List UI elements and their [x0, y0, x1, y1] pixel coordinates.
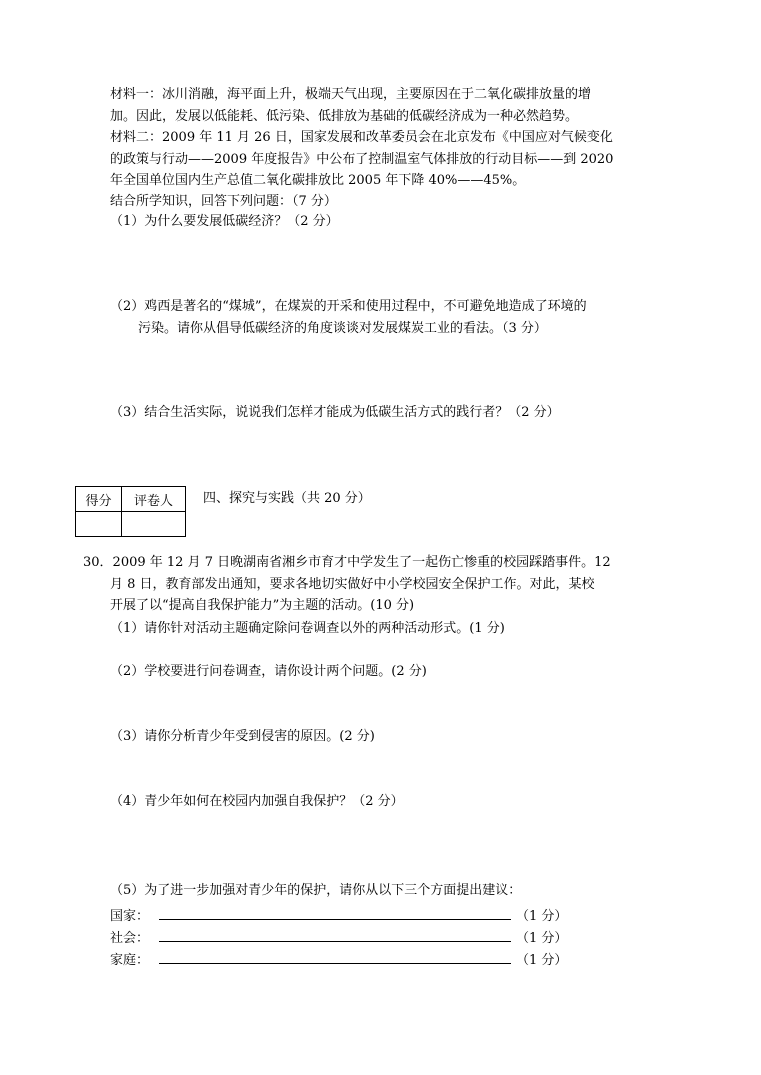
score-label: 得分	[76, 487, 122, 512]
blank-label: 家庭：	[110, 953, 150, 968]
material-one-line-1: 材料一：冰川消融，海平面上升，极端天气出现，主要原因在于二氧化碳排放量的增	[110, 87, 592, 102]
section-four-title: 四、探究与实践（共 20 分）	[203, 491, 371, 506]
q29-part-3: （3）结合生活实际，说说我们怎样才能成为低碳生活方式的践行者？（2 分）	[110, 405, 560, 420]
material-one-line-2: 加。因此，发展以低能耗、低污染、低排放为基础的低碳经济成为一种必然趋势。	[110, 109, 579, 124]
q29-part-2-line-1: （2）鸡西是著名的“煤城”，在煤炭的开采和使用过程中，不可避免地造成了环境的	[110, 299, 587, 314]
q30-part-1: （1）请你针对活动主题确定除问卷调查以外的两种活动形式。(1 分)	[110, 621, 505, 636]
material-two-line-1: 材料二：2009 年 11 月 26 日，国家发展和改革委员会在北京发布《中国应对气候变化	[110, 130, 613, 145]
q30-part-2: （2）学校要进行问卷调查，请你设计两个问题。(2 分)	[110, 664, 427, 679]
blank-label: 国家：	[110, 909, 150, 924]
grader-field[interactable]	[122, 512, 186, 537]
q30-part-5: （5）为了进一步加强对青少年的保护，请你从以下三个方面提出建议：	[110, 883, 522, 898]
q30-stem-line-3: 开展了以“提高自我保护能力”为主题的活动。(10 分)	[110, 598, 415, 613]
grader-label: 评卷人	[122, 487, 186, 512]
answer-line[interactable]	[159, 941, 511, 942]
answer-line[interactable]	[159, 963, 511, 964]
q30-stem-line-2: 月 8 日，教育部发出通知，要求各地切实做好中小学校园安全保护工作。对此，某校	[110, 577, 595, 592]
material-two-line-2: 的政策与行动——2009 年度报告》中公布了控制温室气体排放的行动目标——到 2020	[110, 152, 614, 167]
score-field[interactable]	[76, 512, 122, 537]
q29-part-1: （1）为什么要发展低碳经济？（2 分）	[110, 214, 339, 229]
blank-points: （1 分）	[516, 953, 568, 968]
blank-points: （1 分）	[516, 931, 568, 946]
q30-stem-line-1: 30．2009 年 12 月 7 日晚湖南省湘乡市育才中学发生了一起伤亡惨重的校园踩踏事件。12	[83, 555, 611, 570]
blank-label: 社会：	[110, 931, 150, 946]
q29-part-2-line-2: 污染。请你从倡导低碳经济的角度谈谈对发展煤炭工业的看法。（3 分）	[138, 321, 547, 336]
q30-part-4: （4）青少年如何在校园内加强自我保护？（2 分）	[110, 794, 404, 809]
score-box	[75, 486, 186, 537]
q30-part-3: （3）请你分析青少年受到侵害的原因。(2 分)	[110, 729, 375, 744]
blank-points: （1 分）	[516, 909, 568, 924]
answer-line[interactable]	[159, 919, 511, 920]
material-two-line-3: 年全国单位国内生产总值二氧化碳排放比 2005 年下降 40%——45%。	[110, 173, 526, 188]
material-instruction: 结合所学知识，回答下列问题：（7 分）	[110, 194, 337, 209]
